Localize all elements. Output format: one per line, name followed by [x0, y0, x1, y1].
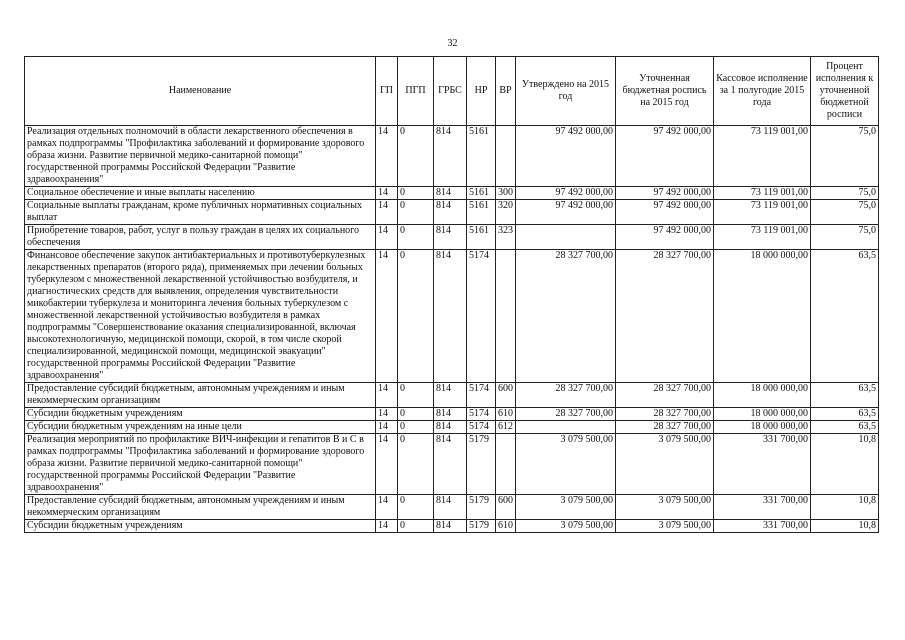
- cell-approved: 97 492 000,00: [516, 126, 616, 187]
- cell-grbs: 814: [434, 408, 467, 421]
- cell-gp: 14: [376, 408, 398, 421]
- cell-vr: 610: [496, 408, 516, 421]
- cell-nr: 5174: [467, 383, 496, 408]
- table-row: [25, 495, 879, 520]
- header-row: [25, 57, 879, 126]
- cell-percent: 63,5: [811, 250, 879, 383]
- cell-name: Социальные выплаты гражданам, кроме публичных нормативных социальных выплат: [25, 200, 376, 225]
- cell-cash: 331 700,00: [714, 520, 811, 533]
- cell-refined: 3 079 500,00: [616, 520, 714, 533]
- cell-cash: 73 119 001,00: [714, 126, 811, 187]
- cell-percent: 63,5: [811, 408, 879, 421]
- table-body: [25, 126, 879, 533]
- table-row: [25, 200, 879, 225]
- cell-grbs: 814: [434, 126, 467, 187]
- cell-vr: [496, 126, 516, 187]
- cell-pgp: 0: [398, 434, 434, 495]
- cell-pgp: 0: [398, 126, 434, 187]
- cell-pgp: 0: [398, 187, 434, 200]
- cell-gp: 14: [376, 495, 398, 520]
- budget-table: [24, 56, 879, 533]
- cell-gp: 14: [376, 383, 398, 408]
- cell-percent: 63,5: [811, 421, 879, 434]
- cell-grbs: 814: [434, 250, 467, 383]
- cell-approved: 28 327 700,00: [516, 383, 616, 408]
- cell-percent: 75,0: [811, 225, 879, 250]
- cell-grbs: 814: [434, 200, 467, 225]
- cell-percent: 10,8: [811, 495, 879, 520]
- table-row: [25, 250, 879, 383]
- cell-pgp: 0: [398, 250, 434, 383]
- cell-name: Субсидии бюджетным учреждениям: [25, 408, 376, 421]
- header-gp: ГП: [376, 57, 398, 126]
- cell-pgp: 0: [398, 421, 434, 434]
- header-refined: Уточненная бюджетная роспись на 2015 год: [616, 57, 714, 126]
- cell-cash: 18 000 000,00: [714, 383, 811, 408]
- cell-gp: 14: [376, 250, 398, 383]
- cell-cash: 331 700,00: [714, 434, 811, 495]
- cell-refined: 97 492 000,00: [616, 126, 714, 187]
- cell-nr: 5161: [467, 187, 496, 200]
- cell-cash: 73 119 001,00: [714, 187, 811, 200]
- cell-nr: 5161: [467, 126, 496, 187]
- cell-pgp: 0: [398, 408, 434, 421]
- cell-gp: 14: [376, 421, 398, 434]
- header-approved: Утверждено на 2015 год: [516, 57, 616, 126]
- cell-percent: 63,5: [811, 383, 879, 408]
- cell-nr: 5174: [467, 421, 496, 434]
- cell-refined: 97 492 000,00: [616, 187, 714, 200]
- cell-percent: 75,0: [811, 187, 879, 200]
- cell-grbs: 814: [434, 187, 467, 200]
- cell-nr: 5161: [467, 200, 496, 225]
- cell-grbs: 814: [434, 434, 467, 495]
- cell-refined: 97 492 000,00: [616, 225, 714, 250]
- cell-cash: 73 119 001,00: [714, 200, 811, 225]
- cell-approved: 3 079 500,00: [516, 520, 616, 533]
- table-row: [25, 225, 879, 250]
- cell-approved: 3 079 500,00: [516, 495, 616, 520]
- cell-gp: 14: [376, 126, 398, 187]
- cell-cash: 331 700,00: [714, 495, 811, 520]
- header-percent: Процент исполнения к уточненной бюджетной росписи: [811, 57, 879, 126]
- table-row: [25, 434, 879, 495]
- cell-vr: [496, 250, 516, 383]
- cell-approved: 28 327 700,00: [516, 250, 616, 383]
- cell-refined: 28 327 700,00: [616, 250, 714, 383]
- header-name: Наименование: [25, 57, 376, 126]
- cell-nr: 5174: [467, 408, 496, 421]
- table-row: [25, 408, 879, 421]
- table-row: [25, 520, 879, 533]
- cell-grbs: 814: [434, 225, 467, 250]
- cell-nr: 5179: [467, 434, 496, 495]
- header-nr: НР: [467, 57, 496, 126]
- cell-pgp: 0: [398, 200, 434, 225]
- cell-vr: 320: [496, 200, 516, 225]
- cell-nr: 5174: [467, 250, 496, 383]
- cell-name: Предоставление субсидий бюджетным, автономным учреждениям и иным некоммерческим организациям: [25, 383, 376, 408]
- cell-grbs: 814: [434, 383, 467, 408]
- cell-name: Предоставление субсидий бюджетным, автономным учреждениям и иным некоммерческим организациям: [25, 495, 376, 520]
- cell-grbs: 814: [434, 520, 467, 533]
- header-grbs: ГРБС: [434, 57, 467, 126]
- cell-vr: 600: [496, 495, 516, 520]
- cell-cash: 18 000 000,00: [714, 421, 811, 434]
- cell-vr: 610: [496, 520, 516, 533]
- table-row: [25, 383, 879, 408]
- cell-nr: 5179: [467, 495, 496, 520]
- cell-name: Приобретение товаров, работ, услуг в пользу граждан в целях их социального обеспечения: [25, 225, 376, 250]
- cell-vr: 612: [496, 421, 516, 434]
- cell-refined: 28 327 700,00: [616, 408, 714, 421]
- cell-vr: 323: [496, 225, 516, 250]
- cell-nr: 5161: [467, 225, 496, 250]
- cell-percent: 10,8: [811, 520, 879, 533]
- cell-percent: 75,0: [811, 126, 879, 187]
- cell-gp: 14: [376, 520, 398, 533]
- header-vr: ВР: [496, 57, 516, 126]
- cell-grbs: 814: [434, 421, 467, 434]
- cell-approved: [516, 225, 616, 250]
- cell-pgp: 0: [398, 383, 434, 408]
- cell-name: Реализация мероприятий по профилактике ВИЧ-инфекции и гепатитов В и С в рамках подпрограммы "Профилактика заболеваний и формирование здорового образа жизни. Развитие первичной медико-санитарной помощи" государственной программы Российской Федерации "Развитие здравоохранения": [25, 434, 376, 495]
- cell-gp: 14: [376, 200, 398, 225]
- cell-name: Социальное обеспечение и иные выплаты населению: [25, 187, 376, 200]
- cell-refined: 28 327 700,00: [616, 383, 714, 408]
- cell-pgp: 0: [398, 225, 434, 250]
- table-row: [25, 187, 879, 200]
- cell-vr: 600: [496, 383, 516, 408]
- cell-approved: 97 492 000,00: [516, 200, 616, 225]
- header-cash: Кассовое исполнение за 1 полугодие 2015 года: [714, 57, 811, 126]
- cell-refined: 3 079 500,00: [616, 495, 714, 520]
- header-pgp: ПГП: [398, 57, 434, 126]
- cell-vr: 300: [496, 187, 516, 200]
- cell-percent: 75,0: [811, 200, 879, 225]
- cell-approved: 28 327 700,00: [516, 408, 616, 421]
- cell-name: Реализация отдельных полномочий в области лекарственного обеспечения в рамках подпрограммы "Профилактика заболеваний и формирование здорового образа жизни. Развитие первичной медико-санитарной помощи" государственной программы Российской Федерации "Развитие здравоохранения": [25, 126, 376, 187]
- cell-refined: 28 327 700,00: [616, 421, 714, 434]
- cell-gp: 14: [376, 225, 398, 250]
- cell-percent: 10,8: [811, 434, 879, 495]
- cell-refined: 3 079 500,00: [616, 434, 714, 495]
- cell-name: Финансовое обеспечение закупок антибактериальных и противотуберкулезных лекарственных препаратов (второго ряда), применяемых при лечении больных туберкулезом с множественной лекарственной устойчивостью возбудителя, и диагностических средств для выявления, определения чувствительности микобактерии туберкулеза и мониторинга лечения больных туберкулезом с множественной лекарственной устойчивостью возбудителя в рамках подпрограммы "Совершенствование оказания специализированной, включая высокотехнологичную, медицинской помощи, скорой, в том числе скорой специализированной, медицинской помощи, медицинской эвакуации" государственной программы Российской Федерации "Развитие здравоохранения": [25, 250, 376, 383]
- cell-cash: 73 119 001,00: [714, 225, 811, 250]
- cell-approved: 3 079 500,00: [516, 434, 616, 495]
- cell-name: Субсидии бюджетным учреждениям: [25, 520, 376, 533]
- cell-pgp: 0: [398, 520, 434, 533]
- page-number: 32: [447, 38, 458, 49]
- cell-approved: [516, 421, 616, 434]
- table-row: [25, 421, 879, 434]
- cell-nr: 5179: [467, 520, 496, 533]
- cell-approved: 97 492 000,00: [516, 187, 616, 200]
- cell-name: Субсидии бюджетным учреждениям на иные цели: [25, 421, 376, 434]
- cell-grbs: 814: [434, 495, 467, 520]
- table-row: [25, 126, 879, 187]
- cell-gp: 14: [376, 187, 398, 200]
- cell-gp: 14: [376, 434, 398, 495]
- cell-vr: [496, 434, 516, 495]
- cell-refined: 97 492 000,00: [616, 200, 714, 225]
- cell-cash: 18 000 000,00: [714, 250, 811, 383]
- cell-cash: 18 000 000,00: [714, 408, 811, 421]
- cell-pgp: 0: [398, 495, 434, 520]
